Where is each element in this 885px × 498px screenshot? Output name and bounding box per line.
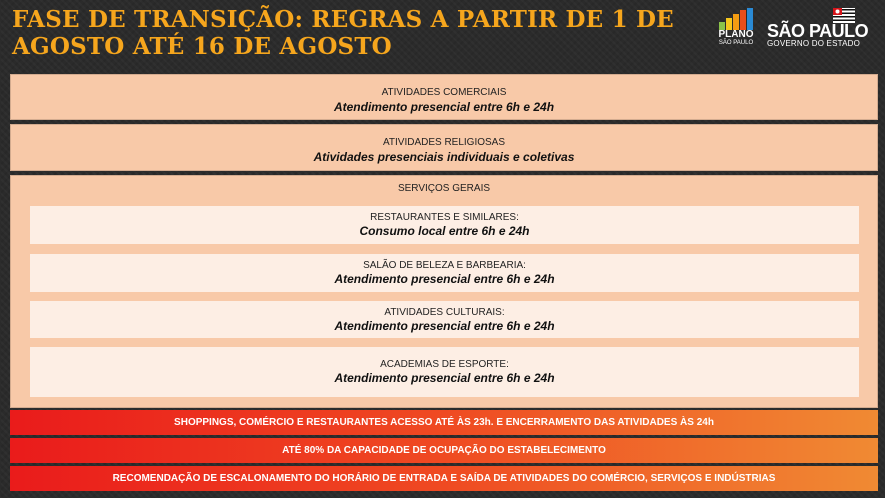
item-salao-beleza (30, 254, 859, 292)
item-heading: SALÃO DE BELEZA E BARBEARIA: (363, 260, 526, 271)
governo-logo (767, 8, 875, 48)
panel-heading: SERVIÇOS GERAIS (397, 183, 491, 194)
panel-servicos-gerais (10, 175, 878, 408)
panel-heading: ATIVIDADES RELIGIOSAS (382, 137, 506, 148)
bar-capacidade: ATÉ 80% DA CAPACIDADE DE OCUPAÇÃO DO ESTABELECIMENTO (10, 438, 878, 463)
item-heading: ACADEMIAS DE ESPORTE: (380, 359, 509, 370)
logos (713, 8, 875, 50)
item-heading: RESTAURANTES E SIMILARES: (370, 212, 519, 223)
bar-chart-icon (719, 8, 753, 30)
item-rule: Consumo local entre 6h e 24h (359, 224, 530, 238)
page-title: FASE DE TRANSIÇÃO: REGRAS A PARTIR DE 1 DE AGOSTO ATÉ 16 DE AGOSTO (12, 6, 674, 60)
panel-rule: Atividades presenciais individuais e coletivas (313, 150, 575, 164)
bar-escalonamento: RECOMENDAÇÃO DE ESCALONAMENTO DO HORÁRIO DE ENTRADA E SAÍDA DE ATIVIDADES DO COMÉRCIO, SERVIÇOS E INDÚSTRIAS (10, 466, 878, 491)
panel-heading: ATIVIDADES COMERCIAIS (381, 87, 507, 98)
plano-sao-paulo-logo (713, 8, 759, 48)
panel-atividades-religiosas (10, 124, 878, 171)
item-academias (30, 347, 859, 397)
gov-subtitle: GOVERNO DO ESTADO (767, 39, 861, 48)
item-restaurantes (30, 206, 859, 244)
item-rule: Atendimento presencial entre 6h e 24h (334, 272, 555, 286)
gov-name: SÃO PAULO (767, 21, 869, 41)
item-heading: ATIVIDADES CULTURAIS: (384, 307, 505, 318)
bar-horario-shoppings: SHOPPINGS, COMÉRCIO E RESTAURANTES ACESSO ATÉ ÀS 23h. E ENCERRAMENTO DAS ATIVIDADES ÀS 24h (10, 410, 878, 435)
item-rule: Atendimento presencial entre 6h e 24h (334, 371, 555, 385)
panel-rule: Atendimento presencial entre 6h e 24h (333, 100, 555, 114)
plano-label: PLANO (718, 29, 754, 40)
panel-atividades-comerciais (10, 74, 878, 120)
plano-sublabel: SÃO PAULO (718, 40, 754, 46)
item-atividades-culturais (30, 301, 859, 338)
item-rule: Atendimento presencial entre 6h e 24h (334, 319, 555, 333)
